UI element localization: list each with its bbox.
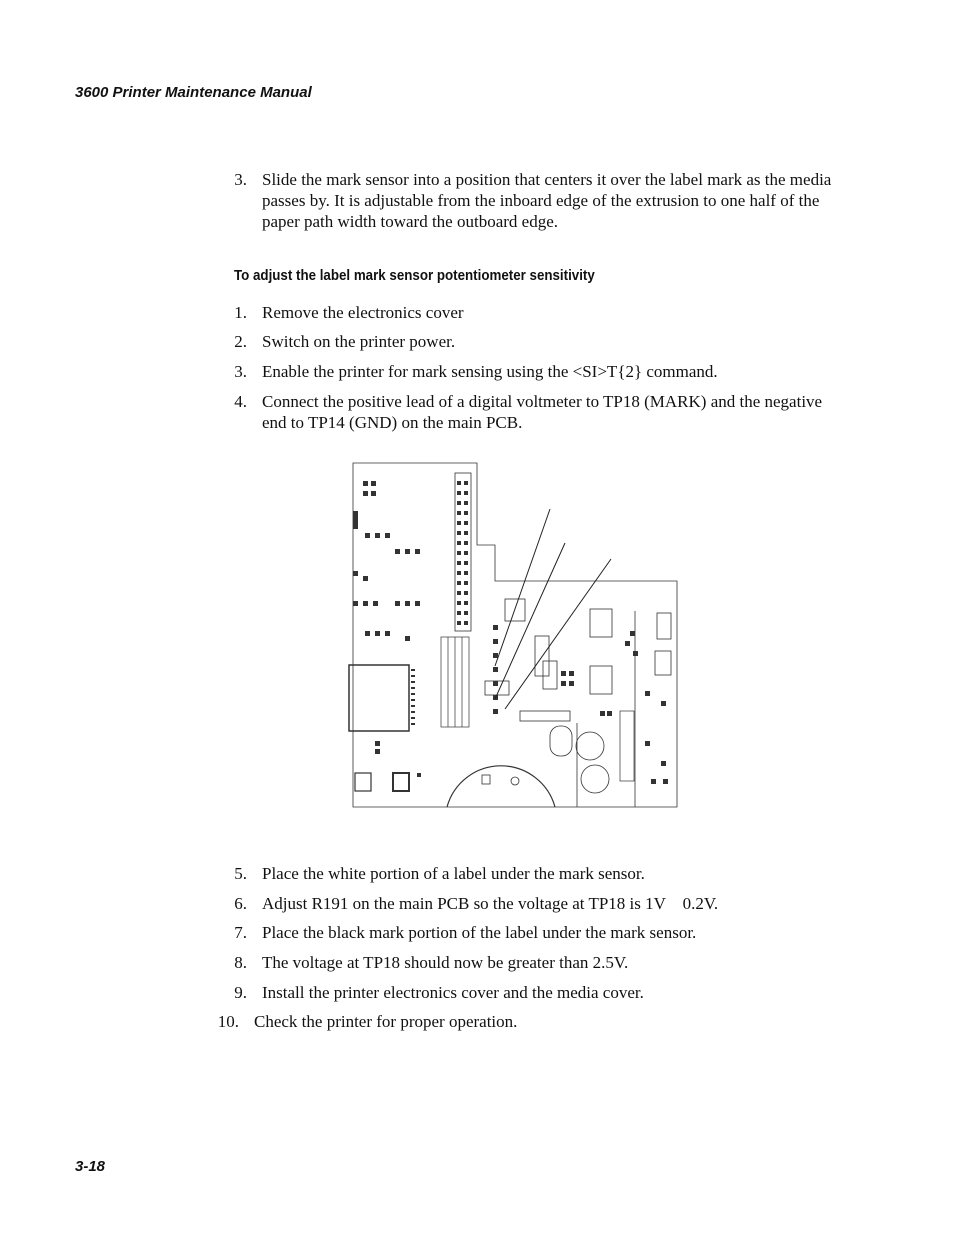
step-item	[225, 863, 845, 884]
step-text: Slide the mark sensor into a position that centers it over the label mark as the media passes by. It is adjustable from the inboard edge of the extrusion to one half of the paper path width toward the outboard edge.	[262, 170, 832, 231]
step-number: 3.	[234, 362, 247, 381]
step-number: 5.	[234, 864, 247, 883]
step-text: Adjust R191 on the main PCB so the voltage at TP18 is 1V 0.2V.	[262, 894, 719, 913]
step-number: 1.	[234, 303, 247, 322]
step-text: Install the printer electronics cover and the media cover.	[262, 983, 644, 1002]
step-item	[217, 1011, 845, 1032]
section-heading: To adjust the label mark sensor potentiometer sensitivity	[234, 268, 595, 284]
pcb-diagram	[345, 461, 680, 809]
step-text: Connect the positive lead of a digital voltmeter to TP18 (MARK) and the negative end to TP14 (GND) on the main PCB.	[262, 392, 823, 432]
step-number: 3.	[234, 170, 247, 189]
step-item	[225, 302, 845, 323]
running-header: 3600 Printer Maintenance Manual	[75, 84, 312, 101]
step-number: 2.	[234, 332, 247, 351]
intro-step	[225, 169, 845, 232]
step-number: 10.	[217, 1012, 239, 1031]
step-text: Enable the printer for mark sensing using the <SI>T{2} command.	[262, 362, 718, 381]
step-item	[225, 982, 845, 1003]
step-number: 9.	[234, 983, 247, 1002]
step-text: Check the printer for proper operation.	[254, 1012, 518, 1031]
step-text: Place the white portion of a label under the mark sensor.	[262, 864, 645, 883]
step-text: Place the black mark portion of the label under the mark sensor.	[262, 923, 697, 942]
step-number: 6.	[234, 894, 247, 913]
board-outline	[353, 463, 677, 807]
step-number: 7.	[234, 923, 247, 942]
step-number: 8.	[234, 953, 247, 972]
step-item	[225, 361, 845, 382]
step-text: Switch on the printer power.	[262, 332, 456, 351]
connector-pins	[353, 481, 668, 784]
step-item	[225, 391, 845, 433]
step-item	[225, 331, 845, 352]
step-text: The voltage at TP18 should now be greater than 2.5V.	[262, 953, 629, 972]
step-item	[225, 922, 845, 943]
step-text: Remove the electronics cover	[262, 303, 464, 322]
step-item	[225, 893, 845, 914]
page-number: 3-18	[75, 1158, 106, 1175]
step-item	[225, 952, 845, 973]
step-number: 4.	[234, 392, 247, 411]
